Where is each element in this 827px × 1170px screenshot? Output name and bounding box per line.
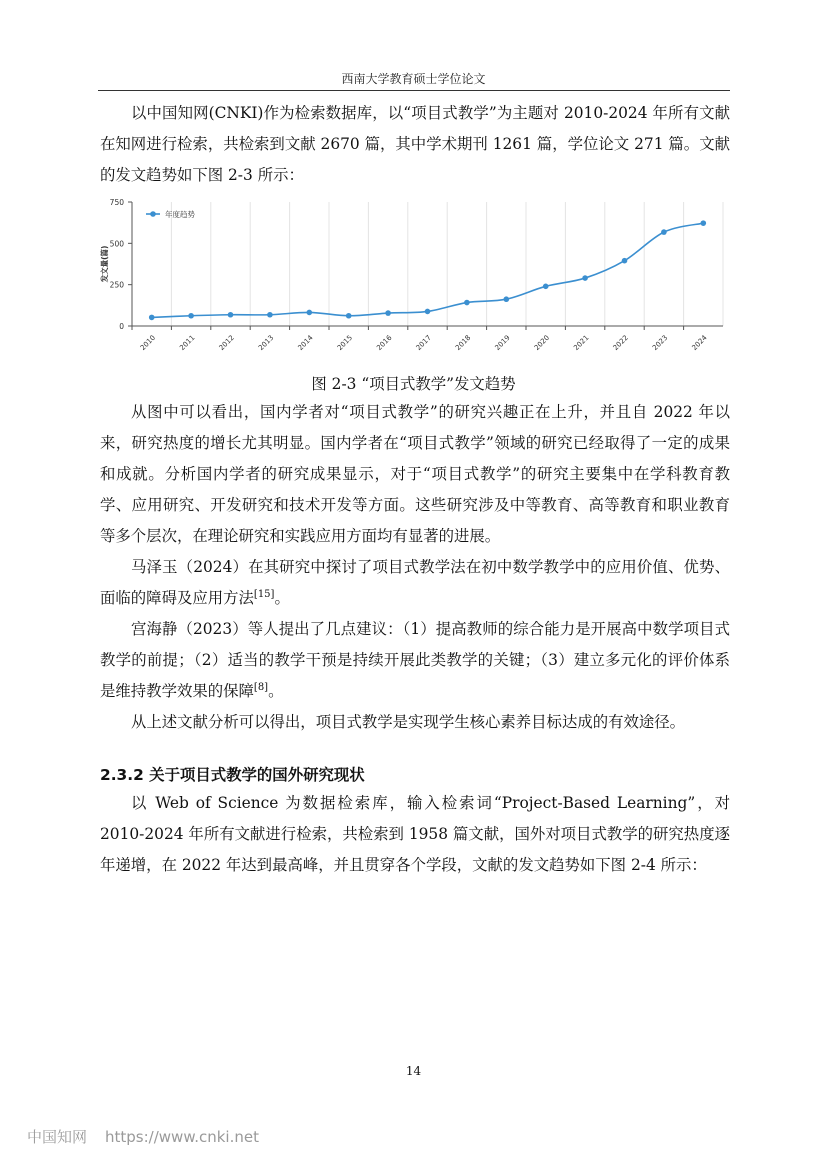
data-point (543, 284, 549, 290)
x-tick-label: 2013 (257, 333, 276, 353)
intro-text (100, 98, 730, 191)
data-point (346, 313, 352, 319)
y-tick-label: 500 (109, 239, 124, 249)
y-tick-label: 0 (119, 322, 124, 331)
header-rule (98, 90, 730, 91)
x-tick-label: 2017 (414, 333, 433, 353)
data-point (582, 275, 588, 281)
legend-marker (150, 211, 156, 217)
data-point (188, 313, 194, 319)
running-header: 西南大学教育硕士学位论文 (341, 72, 486, 86)
data-point (701, 220, 707, 226)
data-point (149, 315, 155, 321)
x-tick-label: 2010 (138, 333, 158, 353)
data-point (661, 229, 667, 235)
paragraph-analysis: 从图中可以看出，国内学者对“项目式教学”的研究兴趣正在上升，并且自 2022 年以来，研究热度的增长尤其明显。国内学者在“项目式教学”领域的研究已经取得了一定的成果和成就。分析国内学者的研究成果显示，对于“项目式教学”的研究主要集中在学科教育教学、应用研究、开发研究和技术开发等方面。这些研究涉及中等教育、高等教育和职业教育等多个层次，在理论研究和实践应用方面均有显著的进展。 (100, 403, 730, 545)
body-text (100, 397, 730, 738)
x-tick-label: 2019 (493, 333, 512, 353)
x-tick-label: 2012 (217, 333, 236, 353)
x-tick-label: 2022 (611, 333, 630, 353)
data-point (464, 300, 470, 306)
x-tick-label: 2015 (335, 333, 355, 353)
x-tick-label: 2014 (296, 333, 315, 353)
y-tick-label: 750 (109, 198, 124, 207)
data-point (228, 312, 234, 318)
legend-label: 年度趋势 (165, 210, 195, 219)
data-point (622, 258, 628, 264)
paragraph-conclusion: 从上述文献分析可以得出，项目式教学是实现学生核心素养目标达成的有效途径。 (131, 713, 686, 731)
citation-8: [8] (253, 681, 269, 693)
series-line (152, 223, 704, 317)
paragraph-ma (100, 552, 730, 614)
section-heading: 2.3.2 关于项目式教学的国外研究现状 (100, 766, 365, 784)
data-point (267, 312, 273, 318)
data-point (307, 310, 313, 316)
trend-chart (95, 195, 735, 365)
paragraph-ma-end: 。 (274, 589, 290, 607)
data-point (504, 296, 510, 302)
y-axis-label: 发文量(篇) (100, 245, 109, 283)
paragraph-ma-text: 马泽玉（2024）在其研究中探讨了项目式教学法在初中数学教学中的应用价值、优势、面临的障碍及应用方法 (100, 558, 730, 607)
paragraph-gong-end: 。 (268, 682, 284, 700)
data-point (385, 310, 391, 316)
footer-url: https://www.cnki.net (105, 1128, 259, 1146)
x-tick-label: 2024 (690, 333, 709, 353)
citation-15: [15] (253, 588, 275, 600)
x-tick-label: 2016 (375, 333, 394, 353)
footer-brand: 中国知网 (27, 1128, 88, 1146)
x-tick-label: 2018 (454, 333, 473, 353)
y-tick-label: 250 (109, 280, 124, 290)
page-number: 14 (405, 1064, 422, 1078)
x-tick-label: 2023 (651, 333, 670, 353)
paragraph-gong (100, 614, 730, 707)
paragraph-gong-text: 宫海静（2023）等人提出了几点建议：（1）提高教师的综合能力是开展高中数学项目式教学的前提；（2）适当的教学干预是持续开展此类教学的关键；（3）建立多元化的评价体系是维持教学效果的保障 (100, 620, 730, 700)
x-tick-label: 2011 (178, 333, 197, 353)
x-tick-label: 2020 (532, 333, 552, 353)
paragraph-foreign: 以 Web of Science 为数据检索库，输入检索词“Project-Based Learning”，对 2010-2024 年所有文献进行检索，共检索到 1958 篇文献，国外对项目式教学的研究热度逐年递增，在 2022 年达到最高峰，并且贯穿各个学段，文献的发文趋势如下图 2-4 所示： (100, 794, 730, 874)
x-tick-label: 2021 (572, 333, 591, 353)
footer-watermark (27, 1126, 277, 1147)
section-text (100, 788, 730, 881)
figure-caption: 图 2-3 “项目式教学”发文趋势 (311, 375, 516, 393)
data-point (425, 309, 431, 315)
paragraph-intro: 以中国知网(CNKI)作为检索数据库，以“项目式教学”为主题对 2010-2024 年所有文献在知网进行检索，共检索到文献 2670 篇，其中学术期刊 1261 篇，学位论文 271 篇。文献的发文趋势如下图 2-3 所示： (100, 104, 730, 184)
